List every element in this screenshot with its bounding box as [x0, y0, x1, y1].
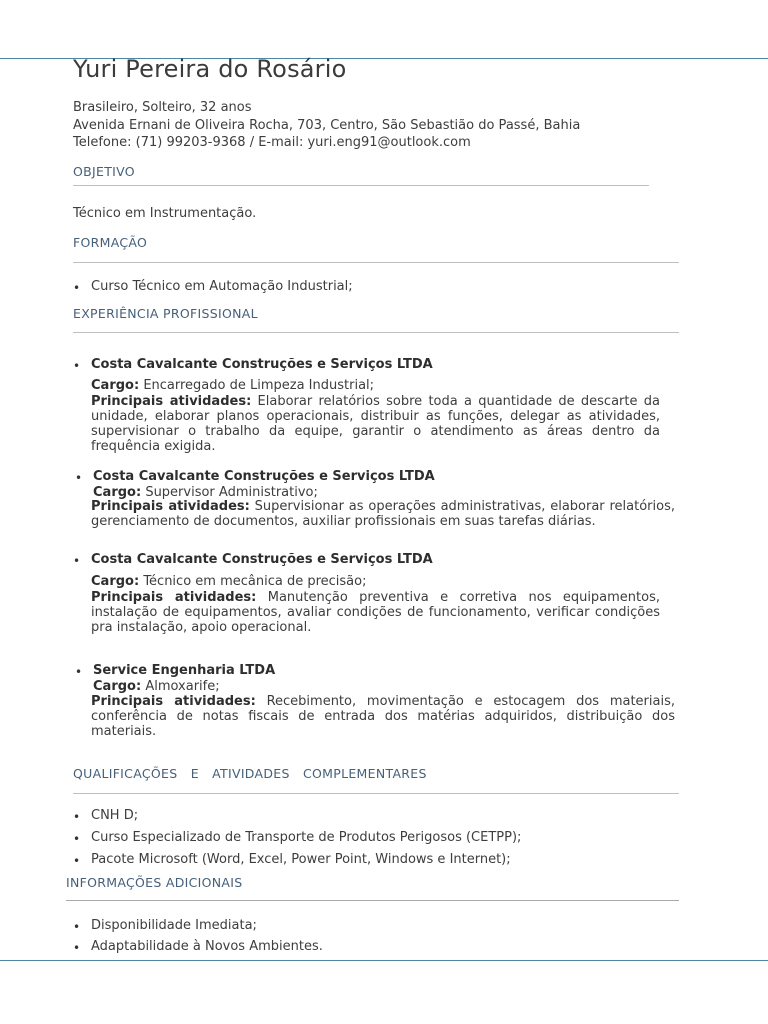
section-title-informacoes: INFORMAÇÕES ADICIONAIS — [66, 875, 243, 890]
bottom-page-rule — [0, 960, 768, 961]
divider — [73, 793, 679, 794]
cargo-label: Cargo: — [93, 485, 142, 500]
divider — [66, 900, 679, 901]
atividades-label: Principais atividades: — [91, 394, 252, 409]
job-cargo — [93, 485, 318, 500]
list-item: Disponibilidade Imediata; — [91, 918, 257, 933]
bullet-icon: • — [73, 920, 81, 934]
atividades-value: Manutenção preventiva e corretiva nos equipamentos, instalação de equipamentos, avaliar condições de funcionamento, verificar condições pra instalação, apoio operacional. — [91, 590, 661, 635]
job-cargo — [91, 378, 374, 393]
cargo-value: Encarregado de Limpeza Industrial; — [143, 378, 375, 393]
bullet-icon: • — [73, 554, 81, 568]
cargo-label: Cargo: — [93, 679, 142, 694]
bullet-icon: • — [73, 941, 81, 955]
personal-info: Brasileiro, Solteiro, 32 anos — [73, 100, 252, 115]
list-item: Curso Especializado de Transporte de Produtos Perigosos (CETPP); — [91, 830, 522, 845]
list-item: Adaptabilidade à Novos Ambientes. — [91, 939, 323, 954]
bullet-icon: • — [73, 854, 81, 868]
job-atividades — [91, 590, 660, 635]
cargo-label: Cargo: — [91, 574, 140, 589]
job-company: Costa Cavalcante Construções e Serviços LTDA — [91, 552, 433, 567]
job-atividades — [91, 394, 660, 454]
job-company: Costa Cavalcante Construções e Serviços LTDA — [93, 469, 435, 484]
job-atividades — [91, 694, 675, 739]
divider — [73, 332, 679, 333]
list-item: CNH D; — [91, 808, 139, 823]
list-item: Pacote Microsoft (Word, Excel, Power Point, Windows e Internet); — [91, 852, 511, 867]
atividades-label: Principais atividades: — [91, 694, 256, 709]
atividades-value: Elaborar relatórios sobre toda a quantidade de descarte da unidade, elaborar planos operacionais, distribuir as funções, delegar as atividades, supervisionar o trabalho da equipe, garantir o atendimento as áreas dentro da frequência exigida. — [91, 394, 660, 454]
candidate-name: Yuri Pereira do Rosário — [73, 55, 347, 83]
section-title-objetivo: OBJETIVO — [73, 164, 135, 179]
atividades-label: Principais atividades: — [91, 590, 257, 605]
job-atividades — [91, 499, 675, 529]
job-cargo — [93, 679, 220, 694]
atividades-value: Recebimento, movimentação e estocagem dos materiais, conferência de notas fiscais de entrada dos matérias adquiridos, distribuição dos materiais. — [91, 694, 675, 739]
bullet-icon: • — [73, 832, 81, 846]
cargo-value: Técnico em mecânica de precisão; — [143, 574, 367, 589]
divider — [73, 185, 649, 186]
divider — [73, 262, 679, 263]
address-line: Avenida Ernani de Oliveira Rocha, 703, Centro, São Sebastião do Passé, Bahia — [73, 118, 581, 133]
contact-line: Telefone: (71) 99203-9368 / E-mail: yuri.eng91@outlook.com — [73, 135, 471, 150]
cargo-label: Cargo: — [91, 378, 140, 393]
objetivo-text: Técnico em Instrumentação. — [73, 206, 257, 221]
job-company: Costa Cavalcante Construções e Serviços LTDA — [91, 357, 433, 372]
bullet-icon: • — [73, 281, 81, 295]
section-title-formacao: FORMAÇÃO — [73, 235, 148, 250]
bullet-icon: • — [73, 359, 81, 373]
section-title-qualificacoes: QUALIFICAÇÕES E ATIVIDADES COMPLEMENTARES — [73, 766, 427, 781]
bullet-icon: • — [75, 471, 83, 485]
atividades-label: Principais atividades: — [91, 499, 250, 514]
bullet-icon: • — [73, 810, 81, 824]
bullet-icon: • — [75, 665, 83, 679]
section-title-experiencia: EXPERIÊNCIA PROFISSIONAL — [73, 306, 258, 321]
job-cargo — [91, 574, 366, 589]
cargo-value: Almoxarife; — [145, 679, 220, 694]
job-company: Service Engenharia LTDA — [93, 663, 276, 678]
cargo-value: Supervisor Administrativo; — [145, 485, 318, 500]
atividades-value: Supervisionar as operações administrativas, elaborar relatórios, gerenciamento de documentos, auxiliar profissionais em suas tarefas diárias. — [91, 499, 675, 529]
list-item: Curso Técnico em Automação Industrial; — [91, 279, 353, 294]
